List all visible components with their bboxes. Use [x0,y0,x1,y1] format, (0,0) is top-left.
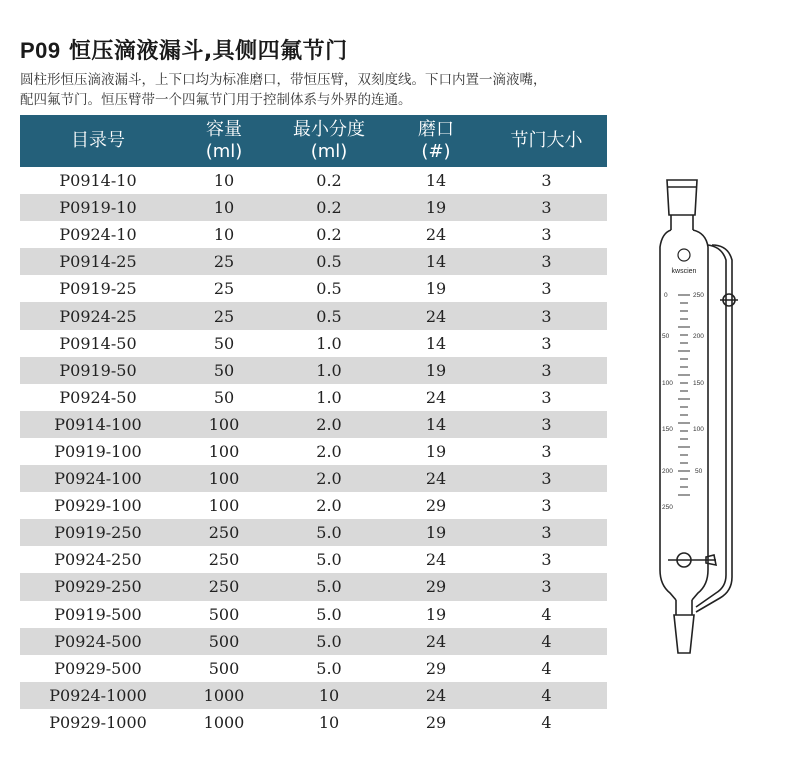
scale-label-right: 50 [695,468,703,475]
cell-joint-size: 24 [386,628,486,655]
cell-stopcock-size: 3 [541,550,552,570]
cell-stopcock-size: 3 [486,573,607,600]
spec-table [20,115,607,736]
table-row [20,628,607,655]
cell-capacity: 10 [213,171,235,191]
product-name: 恒压滴液漏斗,具侧四氟节门 [68,39,348,64]
cell-stopcock-size: 3 [486,302,607,329]
table-row [20,357,607,384]
cell-capacity: 250 [208,550,240,570]
cell-min-division: 0.2 [316,225,342,245]
cell-min-division: 0.5 [272,248,386,275]
cell-joint-size: 19 [386,519,486,546]
cell-min-division: 5.0 [272,519,386,546]
cell-capacity: 50 [176,357,272,384]
header-stopcock-size: 节门大小 [486,115,607,167]
cell-joint-size: 24 [425,225,447,245]
header-joint-size: 磨口 (#) [386,115,486,167]
cell-capacity: 500 [176,628,272,655]
header-capacity: 容量 (ml) [176,115,272,167]
cell-joint-size: 14 [386,411,486,438]
scale-label-left: 200 [662,468,673,475]
cell-min-division: 1.0 [316,333,342,353]
scale-label-left: 150 [662,426,673,433]
cell-catalog-no: P0919-250 [20,519,176,546]
cell-stopcock-size: 3 [541,496,552,516]
cell-catalog-no: P0929-1000 [49,712,147,732]
cell-capacity: 250 [176,519,272,546]
scale-label-right: 100 [693,426,704,433]
table-row [20,573,607,600]
cell-stopcock-size: 3 [486,411,607,438]
cell-stopcock-size: 4 [486,628,607,655]
cell-stopcock-size: 3 [486,248,607,275]
table-row [20,438,607,465]
table-row [20,465,607,492]
cell-stopcock-size: 3 [486,357,607,384]
cell-min-division: 5.0 [316,658,342,678]
scale-label-left: 250 [662,504,673,511]
cell-stopcock-size: 3 [541,279,552,299]
cell-capacity: 100 [176,465,272,492]
scale-label-right: 250 [693,292,704,299]
table-row [20,709,607,736]
cell-capacity: 25 [176,248,272,275]
cell-catalog-no: P0929-500 [54,658,142,678]
cell-catalog-no: P0924-100 [20,465,176,492]
cell-capacity: 250 [176,573,272,600]
cell-catalog-no: P0924-50 [59,387,137,407]
cell-stopcock-size: 3 [541,171,552,191]
cell-min-division: 0.2 [272,194,386,221]
cell-catalog-no: P0919-10 [20,194,176,221]
table-row [20,167,607,194]
cell-catalog-no: P0919-500 [54,604,142,624]
product-code: P09 [20,38,61,63]
table-row [20,519,607,546]
cell-catalog-no: P0914-10 [59,171,137,191]
cell-joint-size: 19 [425,441,447,461]
cell-joint-size: 14 [386,248,486,275]
cell-joint-size: 29 [425,496,447,516]
cell-catalog-no: P0924-500 [20,628,176,655]
cell-capacity: 1000 [203,712,245,732]
cell-capacity: 500 [208,658,240,678]
table-row [20,682,607,709]
table-row [20,330,607,357]
cell-joint-size: 19 [386,194,486,221]
cell-min-division: 5.0 [272,628,386,655]
cell-capacity: 25 [213,279,235,299]
cell-catalog-no: P0924-250 [54,550,142,570]
cell-min-division: 1.0 [272,357,386,384]
cell-min-division: 0.5 [272,302,386,329]
description-line: 配四氟节门。恒压臂带一个四氟节门用于控制体系与外界的连通。 [20,92,412,108]
cell-catalog-no: P0914-100 [20,411,176,438]
cell-stopcock-size: 3 [541,441,552,461]
cell-catalog-no: P0914-25 [20,248,176,275]
header-min-division: 最小分度 (ml) [272,115,386,167]
cell-stopcock-size: 3 [541,387,552,407]
table-row [20,302,607,329]
cell-min-division: 2.0 [272,411,386,438]
cell-joint-size: 19 [425,279,447,299]
cell-joint-size: 19 [425,604,447,624]
graduation-ticks [678,295,690,495]
cell-joint-size: 29 [386,573,486,600]
cell-min-division: 10 [318,712,340,732]
cell-min-division: 0.2 [316,171,342,191]
cell-min-division: 5.0 [316,550,342,570]
cell-stopcock-size: 3 [541,333,552,353]
cell-min-division: 5.0 [316,604,342,624]
cell-min-division: 10 [272,682,386,709]
table-row [20,275,607,302]
cell-min-division: 2.0 [272,465,386,492]
table-row [20,194,607,221]
cell-joint-size: 24 [425,550,447,570]
cell-capacity: 10 [176,194,272,221]
cell-min-division: 2.0 [316,496,342,516]
cell-joint-size: 14 [425,171,447,191]
cell-joint-size: 29 [425,658,447,678]
cell-capacity: 100 [208,496,240,516]
brand-logo-icon [678,249,690,261]
table-row [20,221,607,248]
cell-stopcock-size: 4 [541,604,552,624]
header-catalog-no: 目录号 [20,115,176,167]
cell-stopcock-size: 3 [486,519,607,546]
cell-catalog-no: P0929-250 [20,573,176,600]
cell-stopcock-size: 4 [486,682,607,709]
page-title [20,34,348,65]
cell-capacity: 100 [208,441,240,461]
cell-catalog-no: P0924-10 [59,225,137,245]
table-row [20,248,607,275]
cell-capacity: 25 [176,302,272,329]
cell-joint-size: 29 [425,712,447,732]
cell-catalog-no: P0919-100 [54,441,142,461]
cell-joint-size: 24 [386,302,486,329]
cell-stopcock-size: 4 [541,712,552,732]
cell-capacity: 500 [208,604,240,624]
cell-catalog-no: P0914-50 [59,333,137,353]
cell-capacity: 100 [176,411,272,438]
table-header-row [20,115,607,167]
cell-catalog-no: P0919-25 [59,279,137,299]
scale-label-left: 50 [662,333,670,340]
cell-joint-size: 24 [386,682,486,709]
description-line: 圆柱形恒压滴液漏斗，上下口均为标准磨口，带恒压臂，双刻度线。下口内置一滴液嘴， [20,72,547,88]
cell-min-division: 1.0 [316,387,342,407]
cell-min-division: 2.0 [316,441,342,461]
cell-capacity: 1000 [176,682,272,709]
table-row [20,492,607,519]
cell-catalog-no: P0924-1000 [20,682,176,709]
table-row [20,546,607,573]
product-description [20,70,620,110]
cell-capacity: 50 [213,387,235,407]
cell-catalog-no: P0919-50 [20,357,176,384]
bottom-joint-shape [674,615,694,653]
cell-joint-size: 24 [386,465,486,492]
scale-label-right: 200 [693,333,704,340]
table-row [20,655,607,682]
brand-name: kwscien [671,268,697,275]
cell-stopcock-size: 4 [541,658,552,678]
cell-joint-size: 24 [425,387,447,407]
scale-label-left: 100 [662,380,673,387]
table-row [20,384,607,411]
cell-joint-size: 19 [386,357,486,384]
cell-catalog-no: P0929-100 [54,496,142,516]
scale-label-right: 150 [693,380,704,387]
table-row [20,411,607,438]
cell-joint-size: 14 [425,333,447,353]
cell-stopcock-size: 3 [486,465,607,492]
scale-label-left: 0 [664,292,668,299]
table-row [20,601,607,628]
cell-capacity: 50 [213,333,235,353]
cell-min-division: 0.5 [316,279,342,299]
cell-catalog-no: P0924-25 [20,302,176,329]
dropping-funnel-illustration [640,175,770,660]
top-joint-shape [667,180,697,215]
cell-stopcock-size: 3 [541,225,552,245]
cell-min-division: 5.0 [272,573,386,600]
cell-stopcock-size: 3 [486,194,607,221]
cell-capacity: 10 [213,225,235,245]
